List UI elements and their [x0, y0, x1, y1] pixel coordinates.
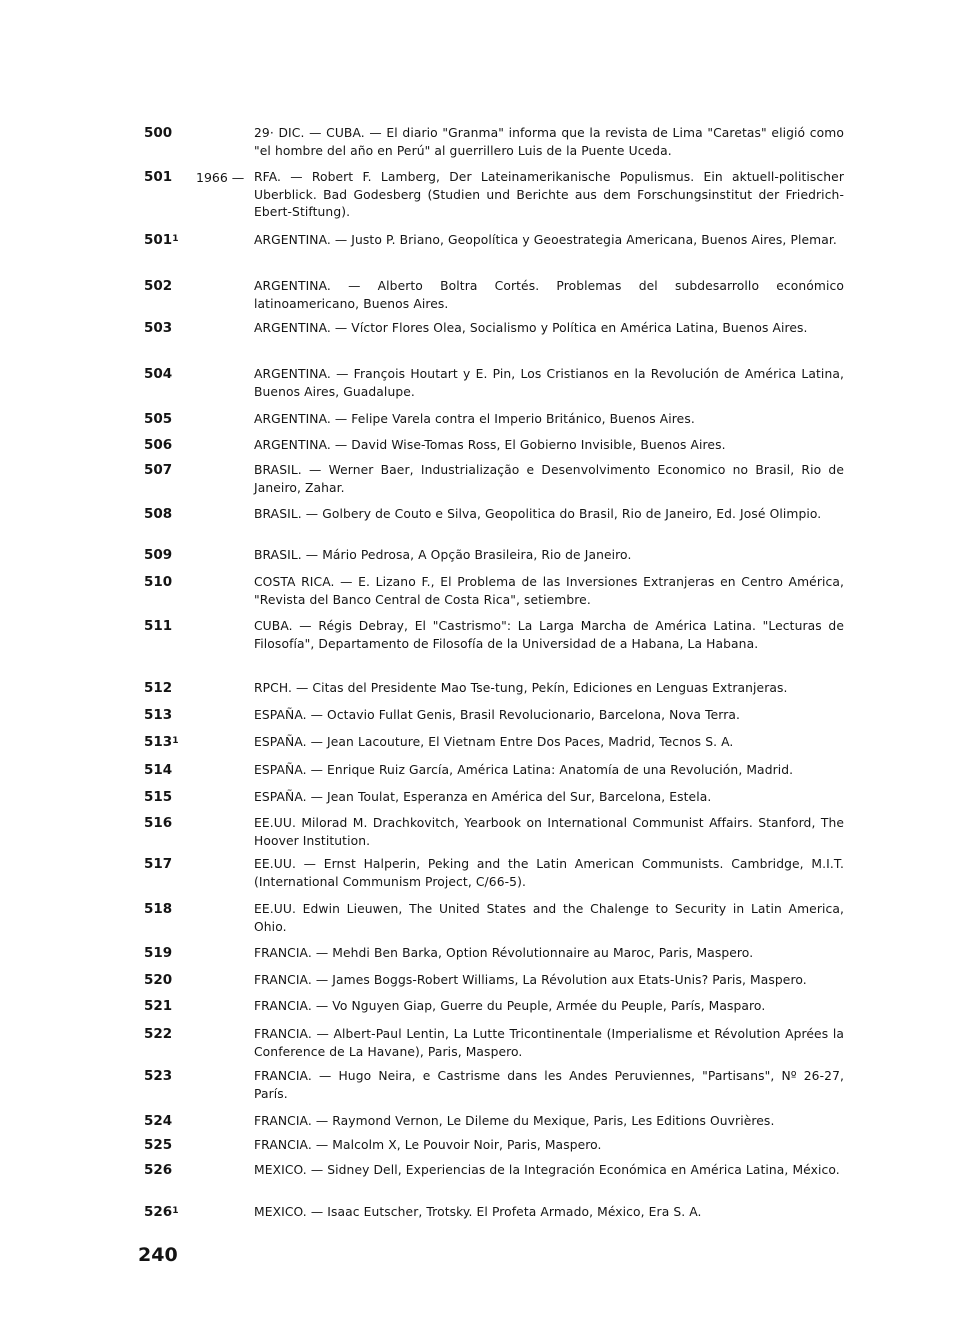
entry-text: MEXICO. — Isaac Eutscher, Trotsky. El Profeta Armado, México, Era S. A.: [254, 1205, 702, 1219]
entry-text: ESPAÑA. — Enrique Ruiz García, América Latina: Anatomía de una Revolución, Madrid.: [254, 763, 794, 777]
entry-text: FRANCIA. — James Boggs-Robert Williams, La Révolution aux Etats-Unis? Paris, Maspero.: [254, 973, 807, 987]
entry-number: 513: [144, 707, 173, 723]
entry-number: 516: [144, 815, 173, 831]
entry-text: RFA. — Robert F. Lamberg, Der Lateinamerikanische Populismus. Ein aktuell-politischer Uberblick. Bad Godesberg (Studien und Berichte aus dem Forschungsinstitut der Friedrich-Ebert-Stiftung).: [254, 170, 844, 219]
entry-number: 519: [144, 945, 173, 961]
entry-number: 501: [144, 169, 173, 185]
entry-number: 502: [144, 278, 173, 294]
entry-text: FRANCIA. — Malcolm X, Le Pouvoir Noir, Paris, Maspero.: [254, 1138, 602, 1152]
entry-text: ARGENTINA. — Felipe Varela contra el Imperio Británico, Buenos Aires.: [254, 412, 695, 426]
entry-number: 521: [144, 998, 173, 1014]
entry-text: COSTA RICA. — E. Lizano F., El Problema de las Inversiones Extranjeras en Centro América, "Revista del Banco Central de Costa Rica", setiembre.: [254, 575, 844, 607]
entry-number: 503: [144, 320, 173, 336]
entry-number: 510: [144, 574, 173, 590]
entry-number: 504: [144, 366, 173, 382]
entry-number: 525: [144, 1137, 173, 1153]
entry-text: ARGENTINA. — David Wise-Tomas Ross, El Gobierno Invisible, Buenos Aires.: [254, 438, 726, 452]
entry-text: FRANCIA. — Raymond Vernon, Le Dileme du Mexique, Paris, Les Editions Ouvrières.: [254, 1114, 775, 1128]
entry-number: 520: [144, 972, 173, 988]
entry-year: 1966 —: [196, 170, 245, 185]
entry-text: FRANCIA. — Mehdi Ben Barka, Option Révolutionnaire au Maroc, Paris, Maspero.: [254, 946, 754, 960]
entry-number: $513^1$: [144, 734, 179, 750]
entry-number-superscript: 1: [172, 1206, 179, 1216]
entry-number: 518: [144, 901, 173, 917]
entry-number: $526^1$: [144, 1204, 179, 1220]
entry-text: ARGENTINA. — Alberto Boltra Cortés. Problemas del subdesarrollo económico latinoamericano, Buenos Aires.: [254, 279, 844, 311]
entry-number-superscript: 1: [172, 234, 179, 244]
entry-number: 507: [144, 462, 173, 478]
entry-text: 29· DIC. — CUBA. — El diario "Granma" informa que la revista de Lima "Caretas" eligió como "el hombre del año en Perú" al guerrillero Luis de la Puente Uceda.: [254, 126, 844, 158]
entry-text: EE.UU. Edwin Lieuwen, The United States and the Chalenge to Security in Latin America, Ohio.: [254, 902, 844, 934]
entry-text: ESPAÑA. — Jean Lacouture, El Vietnam Entre Dos Paces, Madrid, Tecnos S. A.: [254, 735, 734, 749]
entry-text: MEXICO. — Sidney Dell, Experiencias de la Integración Económica en América Latina, México.: [254, 1163, 840, 1177]
entry-text: ESPAÑA. — Jean Toulat, Esperanza en América del Sur, Barcelona, Estela.: [254, 790, 712, 804]
entry-number: 524: [144, 1113, 173, 1129]
entry-number-superscript: 1: [172, 736, 179, 746]
entry-number: 512: [144, 680, 173, 696]
entry-number: 509: [144, 547, 173, 563]
page-number: 240: [138, 1244, 178, 1266]
entry-text: RPCH. — Citas del Presidente Mao Tse-tung, Pekín, Ediciones en Lenguas Extranjeras.: [254, 681, 788, 695]
entry-text: FRANCIA. — Albert-Paul Lentin, La Lutte Tricontinentale (Imperialisme et Révolution Aprées la Conference de La Havane), Paris, Maspero.: [254, 1027, 844, 1059]
entry-number: 511: [144, 618, 173, 634]
entry-number: 515: [144, 789, 173, 805]
entry-number: 526: [144, 1162, 173, 1178]
entry-text: ESPAÑA. — Octavio Fullat Genis, Brasil Revolucionario, Barcelona, Nova Terra.: [254, 708, 741, 722]
entry-text: EE.UU. Milorad M. Drachkovitch, Yearbook on International Communist Affairs. Stanford, The Hoover Institution.: [254, 816, 844, 848]
entry-number: 506: [144, 437, 173, 453]
entry-number: 508: [144, 506, 173, 522]
entry-text: FRANCIA. — Hugo Neira, e Castrisme dans les Andes Peruviennes, "Partisans", Nº 26-27, París.: [254, 1069, 844, 1101]
entry-number: $501^1$: [144, 232, 179, 248]
entry-text: BRASIL. — Mário Pedrosa, A Opção Brasileira, Rio de Janeiro.: [254, 548, 632, 562]
entry-text: EE.UU. — Ernst Halperin, Peking and the Latin American Communists. Cambridge, M.I.T. (International Communism Project, C/66-5).: [254, 857, 844, 889]
entry-text: BRASIL. — Werner Baer, Industrialização e Desenvolvimento Economico no Brasil, Rio de Janeiro, Zahar.: [254, 463, 844, 495]
entry-number: 500: [144, 125, 173, 141]
entry-text: ARGENTINA. — François Houtart y E. Pin, Los Cristianos en la Revolución de América Latina, Buenos Aires, Guadalupe.: [254, 367, 844, 399]
entry-text: ARGENTINA. — Víctor Flores Olea, Socialismo y Política en América Latina, Buenos Aires.: [254, 321, 808, 335]
entry-text: CUBA. — Régis Debray, El "Castrismo": La Larga Marcha de América Latina. "Lecturas de Filosofía", Departamento de Filosofía de la Universidad de a Habana, La Habana.: [254, 619, 844, 651]
entry-number: 514: [144, 762, 173, 778]
entry-number: 522: [144, 1026, 173, 1042]
entry-number: 523: [144, 1068, 173, 1084]
entry-number: 517: [144, 856, 173, 872]
entry-text: BRASIL. — Golbery de Couto e Silva, Geopolitica do Brasil, Rio de Janeiro, Ed. José Olimpio.: [254, 507, 822, 521]
entry-text: FRANCIA. — Vo Nguyen Giap, Guerre du Peuple, Armée du Peuple, París, Masparo.: [254, 999, 766, 1013]
entry-text: ARGENTINA. — Justo P. Briano, Geopolítica y Geoestrategia Americana, Buenos Aires, Plemar.: [254, 233, 837, 247]
entry-number: 505: [144, 411, 173, 427]
